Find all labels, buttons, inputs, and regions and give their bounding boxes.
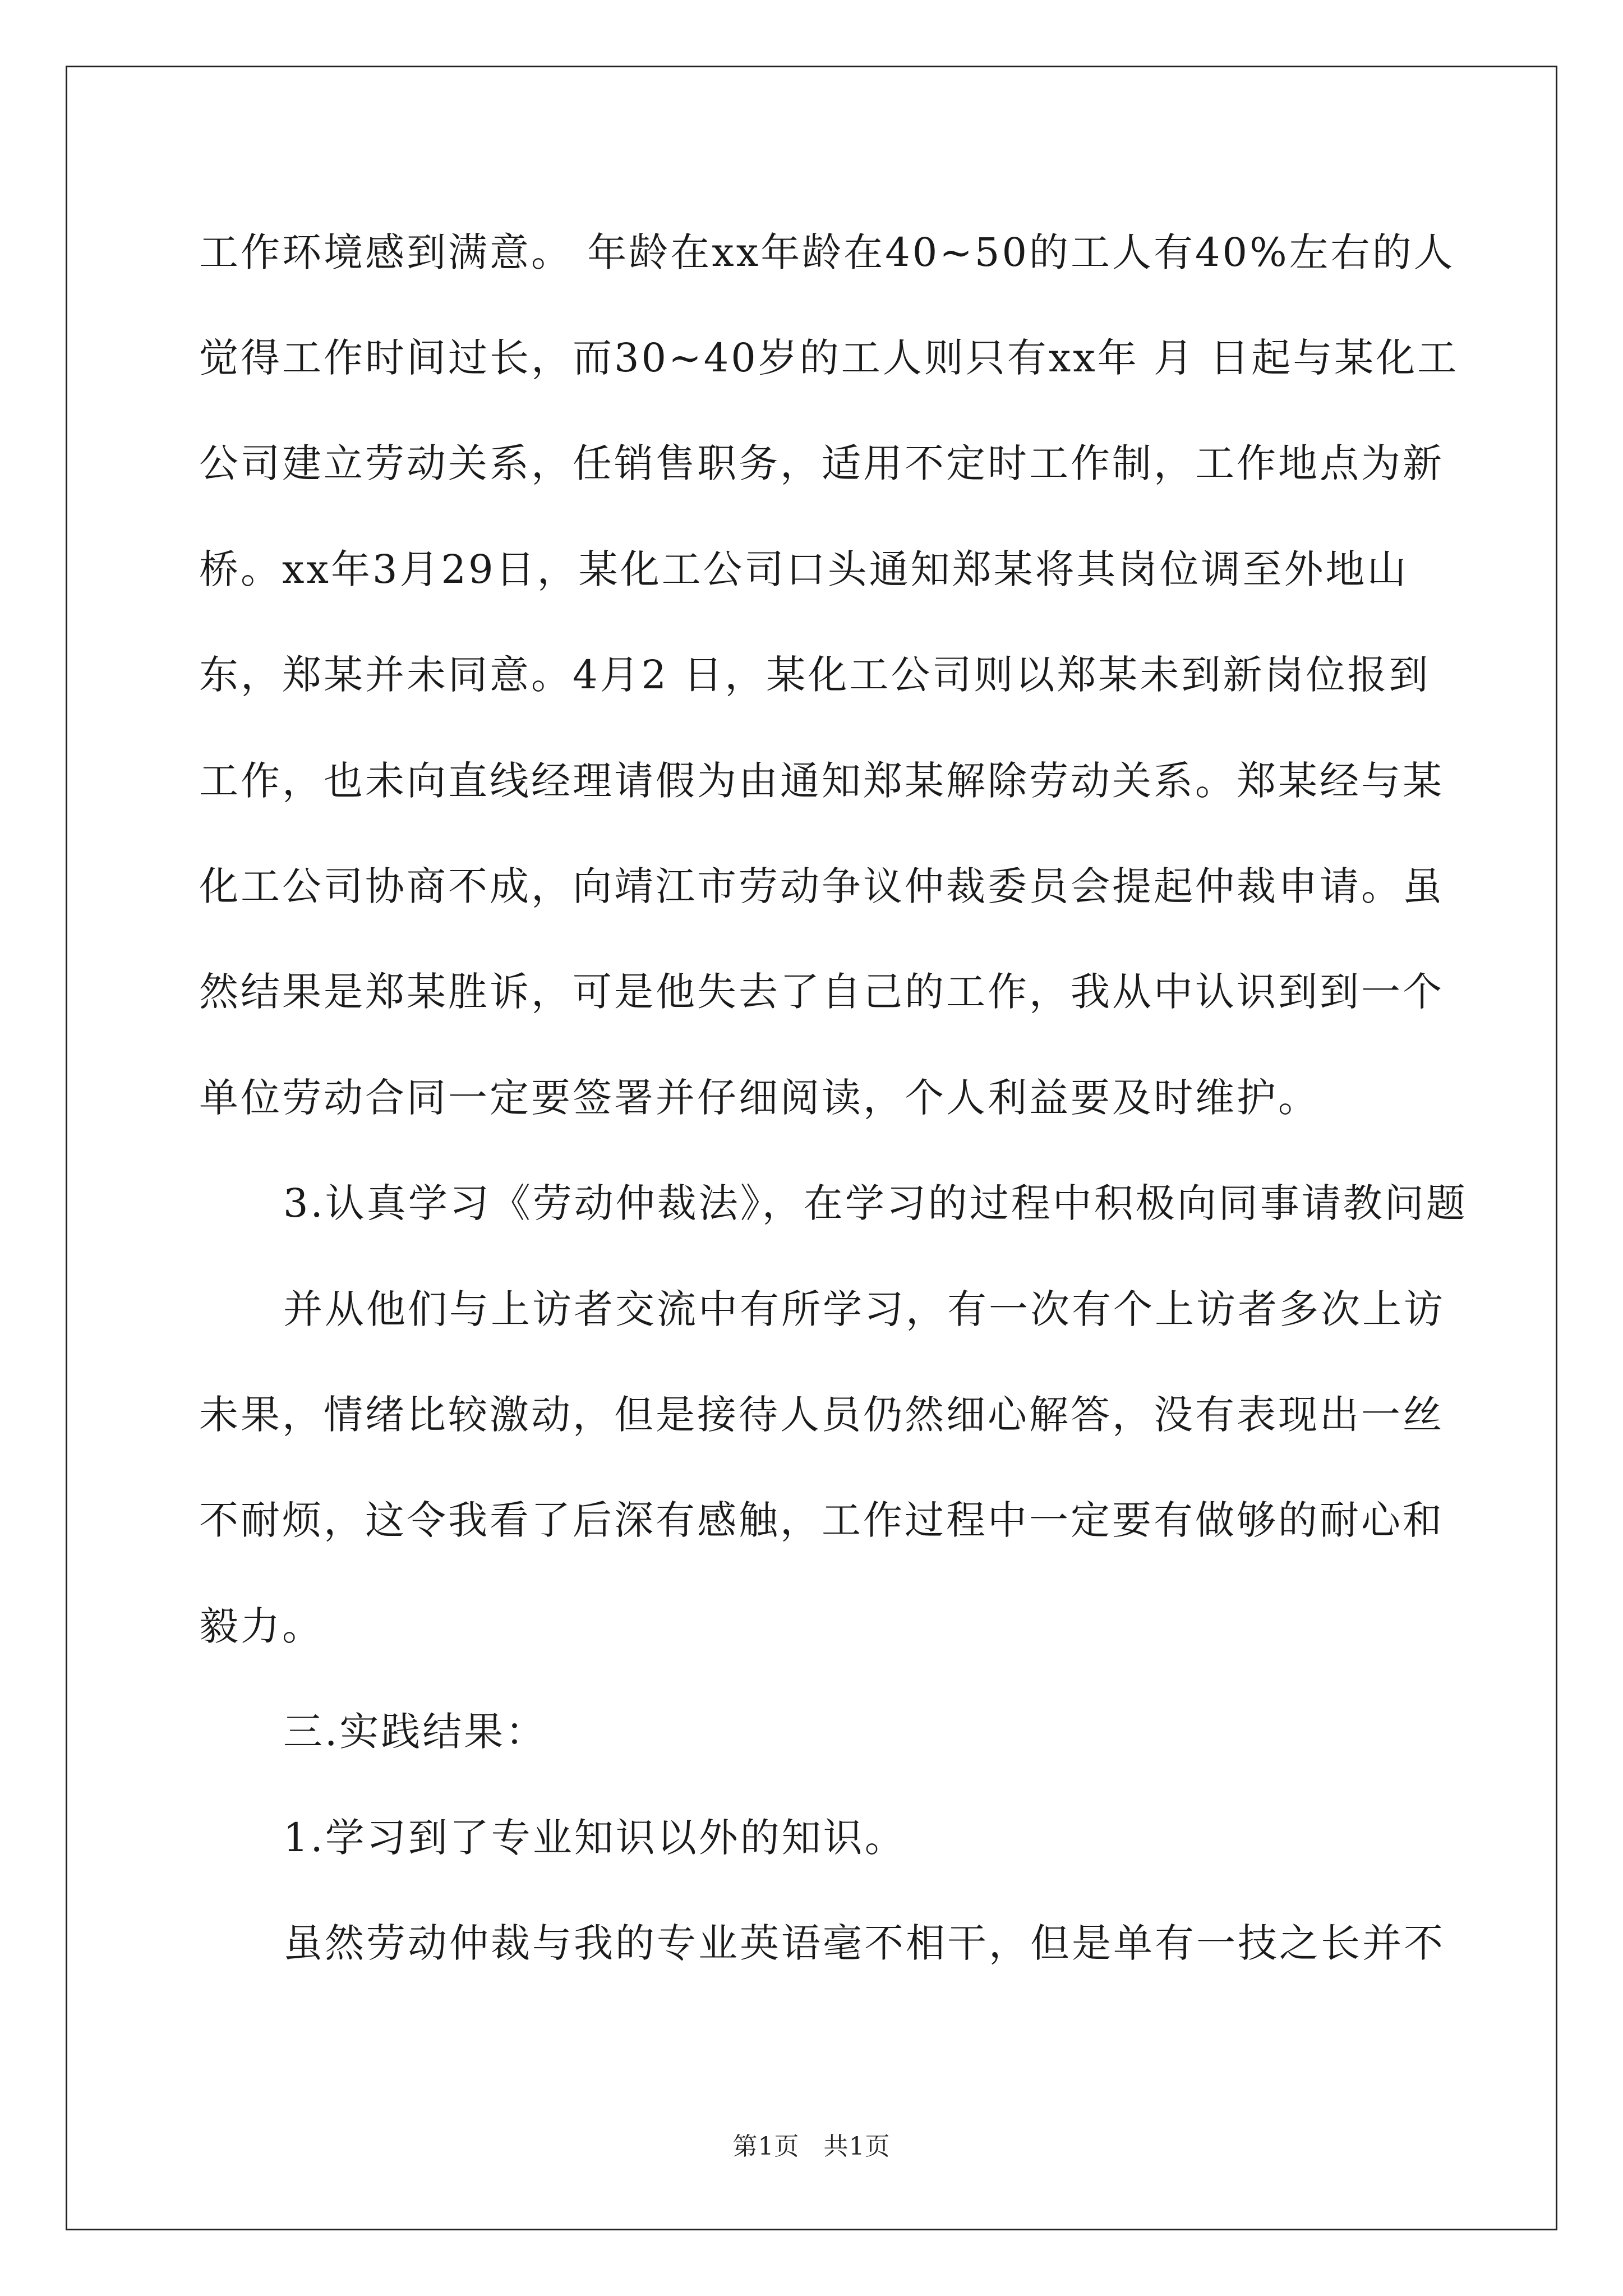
page-total: 共1页 (823, 2132, 891, 2161)
subsection-heading: 1.学习到了专业知识以外的知识。 (283, 1815, 906, 1861)
section-heading: 三.实践结果： (283, 1709, 547, 1755)
text-line: 毅力。 (199, 1603, 324, 1649)
page-footer (0, 2126, 1623, 2162)
text-line: 并从他们与上访者交流中有所学习，有一次有个上访者多次上访 (283, 1286, 1445, 1332)
page-number: 第1页 (732, 2132, 800, 2161)
text-line: 未果，情绪比较激动，但是接待人员仍然细心解答，没有表现出一丝 (199, 1392, 1444, 1438)
text-line: 东，郑某并未同意。4月2 日，某化工公司则以郑某未到新岗位报到 (199, 652, 1431, 698)
page-border (66, 66, 1557, 2230)
text-line: 不耐烦，这令我看了后深有感触，工作过程中一定要有做够的耐心和 (199, 1497, 1444, 1543)
text-line: 工作，也未向直线经理请假为由通知郑某解除劳动关系。郑某经与某 (199, 758, 1444, 804)
text-line: 工作环境感到满意。 年龄在xx年龄在40~50的工人有40%左右的人 (199, 229, 1455, 275)
text-line: 化工公司协商不成，向靖江市劳动争议仲裁委员会提起仲裁申请。虽 (199, 863, 1444, 909)
text-line: 虽然劳动仲裁与我的专业英语毫不相干，但是单有一技之长并不 (283, 1920, 1445, 1966)
text-line: 单位劳动合同一定要签署并仔细阅读，个人利益要及时维护。 (199, 1075, 1320, 1121)
text-line: 然结果是郑某胜诉，可是他失去了自己的工作，我从中认识到到一个 (199, 969, 1444, 1015)
text-line: 3.认真学习《劳动仲裁法》，在学习的过程中积极向同事请教问题 (283, 1180, 1468, 1226)
text-line: 觉得工作时间过长，而30~40岁的工人则只有xx年 月 日起与某化工 (199, 335, 1459, 381)
text-line: 公司建立劳动关系，任销售职务，适用不定时工作制，工作地点为新 (199, 440, 1444, 486)
text-line: 桥。xx年3月29日，某化工公司口头通知郑某将其岗位调至外地山 (199, 546, 1409, 592)
